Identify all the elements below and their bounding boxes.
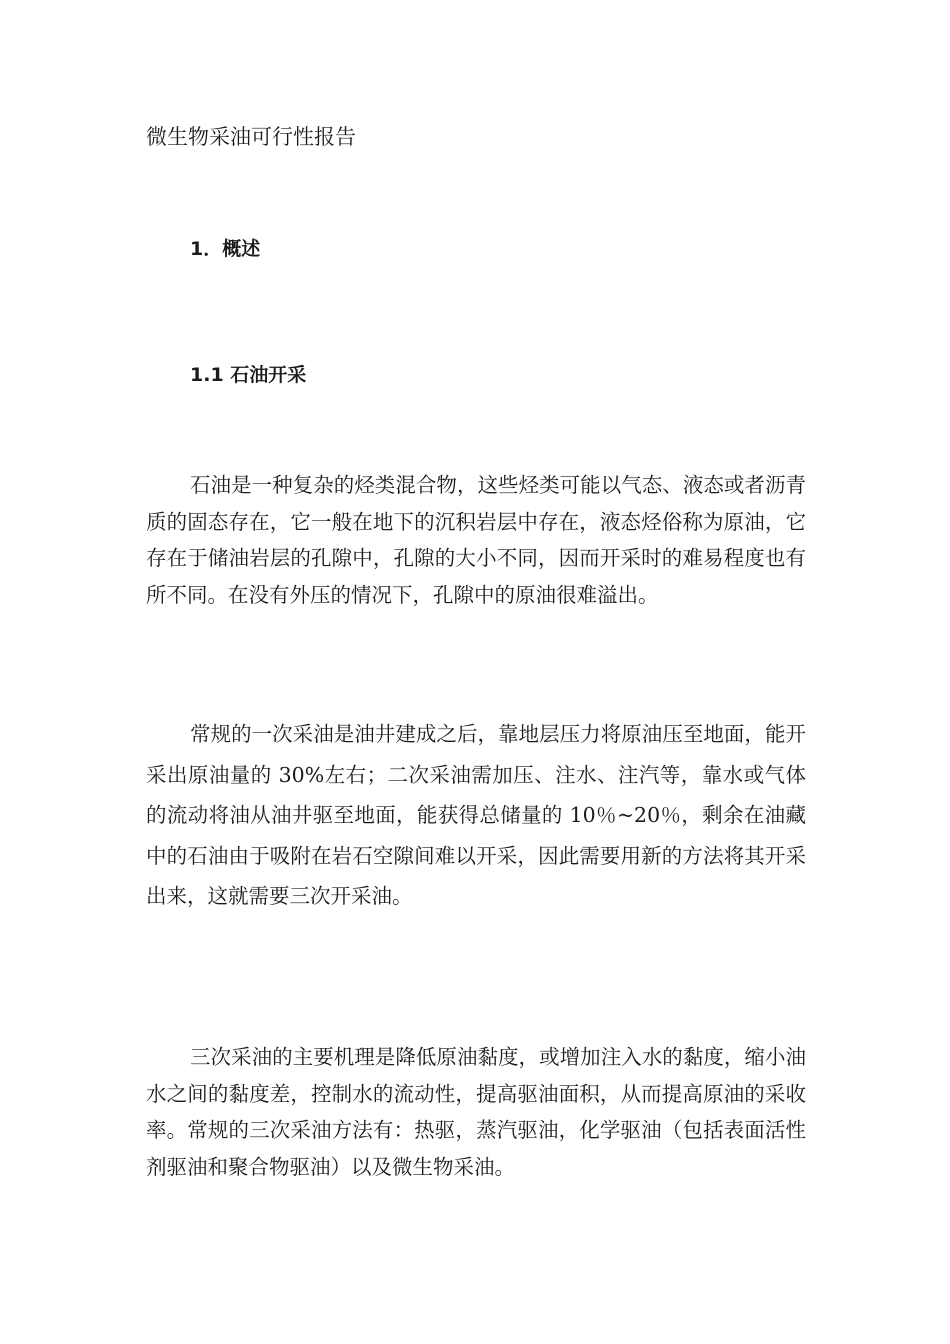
paragraph-petroleum: 石油是一种复杂的烃类混合物，这些烃类可能以气态、液态或者沥青质的固态存在，它一般在地下的沉积岩层中存在，液态烃俗称为原油，它存在于储油岩层的孔隙中，孔隙的大小不同，因而开采时的难易程度也有所不同。在没有外压的情况下，孔隙中的原油很难溢出。 bbox=[146, 473, 806, 607]
paragraph-tertiary-recovery: 三次采油的主要机理是降低原油黏度，或增加注入水的黏度，缩小油水之间的黏度差，控制水的流动性，提高驱油面积，从而提高原油的采收率。常规的三次采油方法有：热驱，蒸汽驱油，化学驱油（包括表面活性剂驱油和聚合物驱油）以及微生物采油。 bbox=[146, 1045, 806, 1179]
section-heading-oil-extraction: 1.1 石油开采 bbox=[190, 364, 307, 386]
paragraph-recovery-methods: 常规的一次采油是油井建成之后，靠地层压力将原油压至地面，能开采出原油量的 30%左右；二次采油需加压、注水、注汽等，靠水或气体的流动将油从油井驱至地面，能获得总储量的 10％~20％，剩余在油藏中的石油由于吸附在岩石空隙间难以开采，因此需要用新的方法将其开采出来，这就需要三次开采油。 bbox=[146, 722, 806, 909]
section-heading-overview: 1．概述 bbox=[190, 238, 261, 260]
document-title: 微生物采油可行性报告 bbox=[146, 125, 356, 149]
